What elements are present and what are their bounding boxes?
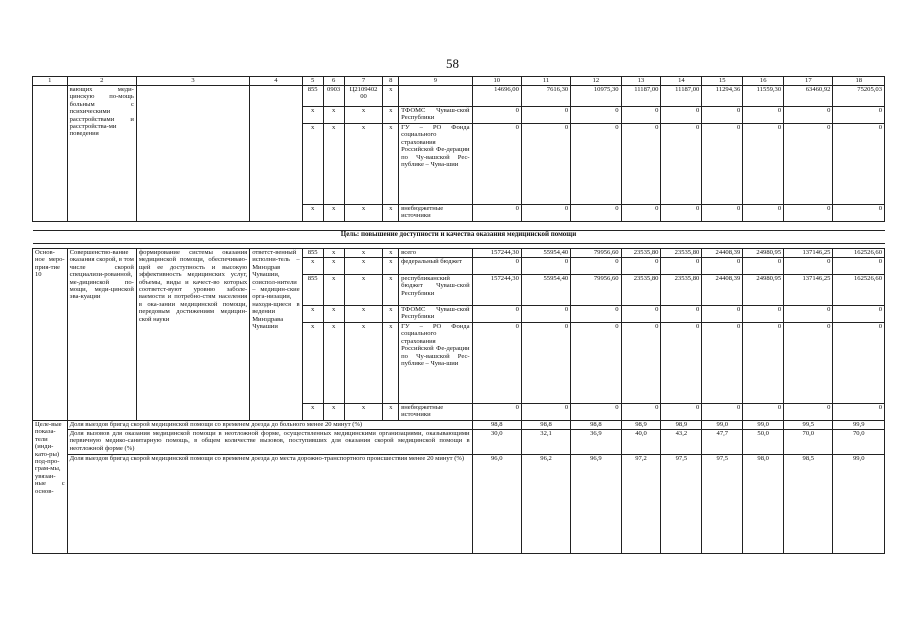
- table-cell: x: [302, 124, 323, 205]
- table-cell: x: [302, 323, 323, 404]
- spacer-row: [33, 222, 885, 231]
- table-cell: x: [383, 258, 399, 275]
- indicator-value: 36,9: [571, 430, 621, 455]
- table-cell: x: [344, 107, 383, 124]
- table-cell: 0: [784, 258, 833, 275]
- table-cell: 0: [702, 107, 743, 124]
- table-cell: 0: [743, 258, 784, 275]
- table-cell: 23535,80: [661, 275, 702, 306]
- table-cell: 11187,00: [661, 86, 702, 107]
- table-cell: 0: [702, 205, 743, 222]
- indicator-value: 30,0: [472, 430, 521, 455]
- indicator-value: 98,0: [743, 455, 784, 554]
- table-cell: x: [323, 205, 344, 222]
- column-number: 13: [621, 77, 661, 86]
- indicator-value: 32,1: [521, 430, 570, 455]
- column-number: 9: [399, 77, 472, 86]
- col3-cell: [136, 86, 249, 222]
- table-cell: ТФОМС Чуваш-ской Республики: [399, 107, 472, 124]
- table-cell: 0: [472, 306, 521, 323]
- table-cell: x: [344, 205, 383, 222]
- table-cell: 0: [833, 205, 885, 222]
- table-cell: 0: [472, 107, 521, 124]
- column-number: 8: [383, 77, 399, 86]
- table-cell: x: [344, 258, 383, 275]
- table-cell: 11294,36: [702, 86, 743, 107]
- target-row: [33, 430, 885, 455]
- indicator-value: 97,2: [621, 455, 661, 554]
- table-cell: 79956,60: [571, 275, 621, 306]
- table-cell: 0: [621, 107, 661, 124]
- table-cell: 24980,95: [743, 275, 784, 306]
- table-cell: x: [302, 205, 323, 222]
- table-cell: 0: [833, 404, 885, 421]
- table-cell: 23535,80: [621, 275, 661, 306]
- budget-table: [32, 76, 885, 554]
- table-cell: 0: [743, 323, 784, 404]
- target-row: [33, 421, 885, 430]
- table-cell: x: [344, 306, 383, 323]
- table-cell: 0: [521, 205, 570, 222]
- measure-label: Основ-ное меро-прия-тие 10: [33, 249, 68, 421]
- table-cell: 0: [743, 404, 784, 421]
- table-cell: x: [323, 124, 344, 205]
- column-number: 4: [250, 77, 302, 86]
- table-cell: 0: [521, 107, 570, 124]
- table-cell: x: [383, 86, 399, 107]
- indicator-value: 97,5: [661, 455, 702, 554]
- table-cell: 63460,92: [784, 86, 833, 107]
- table-cell: 0: [784, 306, 833, 323]
- table-cell: 0: [472, 124, 521, 205]
- table-cell: 11559,30: [743, 86, 784, 107]
- indicator-text: Доля выездов бригад скорой медицинской помощи со временем доезда до места дорожно-транспортного происшествия менее 20 минут (%): [67, 455, 472, 554]
- table-cell: 0: [571, 107, 621, 124]
- table-cell: 0: [521, 323, 570, 404]
- indicator-value: 98,5: [784, 455, 833, 554]
- table-cell: 0: [472, 404, 521, 421]
- table-cell: [399, 86, 472, 107]
- table-cell: ГУ – РО Фонда социального страхования Российской Фе-дерации по Чу-вашской Рес-публике – Чува-шии: [399, 124, 472, 205]
- column-number: 11: [521, 77, 570, 86]
- indicator-value: 96,9: [571, 455, 621, 554]
- indicator-value: 97,5: [702, 455, 743, 554]
- table-cell: 0: [833, 323, 885, 404]
- table-cell: 0: [784, 107, 833, 124]
- table-cell: внебюджетные источники: [399, 404, 472, 421]
- table-cell: x: [383, 404, 399, 421]
- table-cell: x: [383, 249, 399, 258]
- table-cell: x: [344, 323, 383, 404]
- table-cell: x: [344, 404, 383, 421]
- indicator-text: Доля выездов бригад скорой медицинской помощи со временем доезда до больного менее 20 минут (%): [67, 421, 472, 430]
- indicator-value: 98,8: [472, 421, 521, 430]
- table-cell: 7616,30: [521, 86, 570, 107]
- table-cell: 137146,25: [784, 275, 833, 306]
- table-cell: 0: [621, 258, 661, 275]
- table-cell: 0: [521, 404, 570, 421]
- page-number: 58: [446, 56, 459, 71]
- indicator-value: 98,9: [621, 421, 661, 430]
- table-cell: 0: [661, 258, 702, 275]
- targets-label: Целе-вые показа-тели (инди-като-ры) под-про-грам-мы, увязан-ные с основ-: [33, 421, 68, 554]
- table-cell: 0: [661, 107, 702, 124]
- table-cell: 0: [521, 124, 570, 205]
- table-cell: 23535,80: [621, 249, 661, 258]
- table-cell: x: [302, 107, 323, 124]
- table-cell: 75205,03: [833, 86, 885, 107]
- table-cell: 0: [702, 124, 743, 205]
- table-cell: 0: [571, 124, 621, 205]
- indicator-value: 70,0: [833, 430, 885, 455]
- table-cell: 157244,30: [472, 249, 521, 258]
- table-cell: 11187,00: [621, 86, 661, 107]
- table-cell: 157244,30: [472, 275, 521, 306]
- column-number: 14: [661, 77, 702, 86]
- table-cell: 0: [571, 323, 621, 404]
- column-number: 5: [302, 77, 323, 86]
- target-row: [33, 455, 885, 554]
- indicator-value: 50,0: [743, 430, 784, 455]
- table-cell: 0: [661, 306, 702, 323]
- table-cell: 0: [521, 306, 570, 323]
- table-cell: 0: [472, 258, 521, 275]
- table-cell: 10975,30: [571, 86, 621, 107]
- table-cell: 0: [833, 306, 885, 323]
- table-cell: 0: [621, 404, 661, 421]
- table-cell: 23535,80: [661, 249, 702, 258]
- table-cell: x: [383, 124, 399, 205]
- table-cell: x: [323, 404, 344, 421]
- table-cell: 0: [743, 205, 784, 222]
- table-cell: 0: [661, 404, 702, 421]
- table-cell: x: [383, 107, 399, 124]
- col1-cell: [33, 86, 68, 222]
- table-cell: x: [383, 205, 399, 222]
- measure-executor: ответст-венный исполни-тель – Минздрав Чувашии, соиспол-нители – медицин-ские орга-низации, находя-щиеся в ведении Минздрава Чувашии: [250, 249, 302, 421]
- table-cell: 24408,39: [702, 275, 743, 306]
- spacer: [33, 222, 885, 231]
- table-cell: 0: [784, 205, 833, 222]
- header-row: [33, 77, 885, 86]
- table-cell: 0: [571, 205, 621, 222]
- table-cell: 0: [702, 323, 743, 404]
- table-cell: x: [323, 306, 344, 323]
- table-cell: 0: [833, 258, 885, 275]
- indicator-value: 99,9: [833, 421, 885, 430]
- table-cell: федеральный бюджет: [399, 258, 472, 275]
- indicator-value: 98,9: [661, 421, 702, 430]
- table-cell: 0: [833, 124, 885, 205]
- column-number: 7: [344, 77, 383, 86]
- goal-row: [33, 231, 885, 244]
- table-cell: x: [323, 107, 344, 124]
- table-cell: 0: [661, 323, 702, 404]
- table-cell: ТФОМС Чуваш-ской Республики: [399, 306, 472, 323]
- indicator-value: 43,2: [661, 430, 702, 455]
- table-cell: 0: [661, 205, 702, 222]
- table-cell: x: [302, 306, 323, 323]
- table-cell: ГУ – РО Фонда социального страхования Российской Фе-дерации по Чу-вашской Рес-публике – Чува-шии: [399, 323, 472, 404]
- column-number: 10: [472, 77, 521, 86]
- table-cell: x: [323, 258, 344, 275]
- table-cell: x: [383, 306, 399, 323]
- table-cell: 855: [302, 86, 323, 107]
- table-cell: 0: [743, 306, 784, 323]
- table-cell: x: [323, 275, 344, 306]
- column-number: 1: [33, 77, 68, 86]
- activity-name: вающих меди-цинскую по-мощь больным с психическими расстройствами и расстройства-ми поведения: [67, 86, 136, 222]
- table-row: [33, 86, 885, 107]
- indicator-value: 70,0: [784, 430, 833, 455]
- table-cell: x: [302, 258, 323, 275]
- measure-description: формирование системы оказания медицинской помощи, обеспечиваю-щей ее доступность и высокую эффективность медицинских услуг, объемы, виды и качест-во которых соответст-вуют уровню заболе-ваемости и потребно-стям населения в ока-зании медицинской помощи, передовым достижениям медицин-ской науки: [136, 249, 249, 421]
- table-cell: 0: [472, 205, 521, 222]
- table-cell: 14696,00: [472, 86, 521, 107]
- table-cell: 137146,25: [784, 249, 833, 258]
- table-cell: 0: [743, 124, 784, 205]
- table-cell: 0: [621, 306, 661, 323]
- indicator-value: 98,8: [521, 421, 570, 430]
- table-cell: x: [302, 404, 323, 421]
- table-cell: x: [323, 249, 344, 258]
- column-number: 17: [784, 77, 833, 86]
- table-cell: 0: [784, 323, 833, 404]
- table-cell: 0: [702, 306, 743, 323]
- table-cell: x: [323, 323, 344, 404]
- table-cell: 0: [702, 258, 743, 275]
- table-cell: 0: [743, 107, 784, 124]
- column-number: 12: [571, 77, 621, 86]
- table-cell: республиканский бюджет Чуваш-ской Республики: [399, 275, 472, 306]
- table-cell: 55954,40: [521, 275, 570, 306]
- column-number: 18: [833, 77, 885, 86]
- indicator-value: 98,8: [571, 421, 621, 430]
- table-cell: 0: [571, 404, 621, 421]
- table-cell: x: [383, 323, 399, 404]
- measure-name: Совершенство-вание оказания скорой, в том числе скорой специализи-рованной, ме-дицинской по-мощи, меди-цинской эва-куации: [67, 249, 136, 421]
- column-number: 6: [323, 77, 344, 86]
- table-cell: x: [383, 275, 399, 306]
- table-cell: x: [344, 124, 383, 205]
- table-row: [33, 249, 885, 258]
- table-cell: всего: [399, 249, 472, 258]
- table-cell: 0: [784, 124, 833, 205]
- table-cell: 0: [833, 107, 885, 124]
- table-cell: 0903: [323, 86, 344, 107]
- table-cell: 0: [784, 404, 833, 421]
- column-number: 16: [743, 77, 784, 86]
- table-cell: 79956,60: [571, 249, 621, 258]
- table-cell: 0: [621, 323, 661, 404]
- table-cell: 0: [621, 124, 661, 205]
- table-cell: 24980,95: [743, 249, 784, 258]
- indicator-value: 96,0: [472, 455, 521, 554]
- col4-cell: [250, 86, 302, 222]
- table-cell: 0: [521, 258, 570, 275]
- table-cell: Ц2109402 00: [344, 86, 383, 107]
- indicator-value: 99,0: [833, 455, 885, 554]
- table-cell: 55954,40: [521, 249, 570, 258]
- indicator-value: 47,7: [702, 430, 743, 455]
- table-cell: внебюджетные источники: [399, 205, 472, 222]
- table-cell: 0: [661, 124, 702, 205]
- table-cell: 0: [472, 323, 521, 404]
- column-number: 3: [136, 77, 249, 86]
- table-cell: x: [344, 275, 383, 306]
- goal-title: Цель: повышение доступности и качества оказания медицинской помощи: [33, 231, 885, 244]
- table-cell: 0: [571, 306, 621, 323]
- table-cell: 855: [302, 275, 323, 306]
- indicator-value: 99,0: [743, 421, 784, 430]
- indicator-value: 99,0: [702, 421, 743, 430]
- table-cell: 24408,39: [702, 249, 743, 258]
- column-number: 15: [702, 77, 743, 86]
- table-cell: 162526,60: [833, 275, 885, 306]
- table-cell: 162526,60: [833, 249, 885, 258]
- indicator-value: 96,2: [521, 455, 570, 554]
- table-cell: 855: [302, 249, 323, 258]
- table-cell: 0: [571, 258, 621, 275]
- table-cell: x: [344, 249, 383, 258]
- indicator-value: 99,5: [784, 421, 833, 430]
- table-cell: 0: [621, 205, 661, 222]
- table-cell: 0: [702, 404, 743, 421]
- indicator-value: 40,0: [621, 430, 661, 455]
- indicator-text: Доля вызовов для оказания медицинской помощи в неотложной форме, осуществленных медицинскими организациями, оказывающими первичную медико-санитарную помощь, в общем количестве вызовов, поступивших для оказания скорой медицинской помощи в неотложной форме (%): [67, 430, 472, 455]
- column-number: 2: [67, 77, 136, 86]
